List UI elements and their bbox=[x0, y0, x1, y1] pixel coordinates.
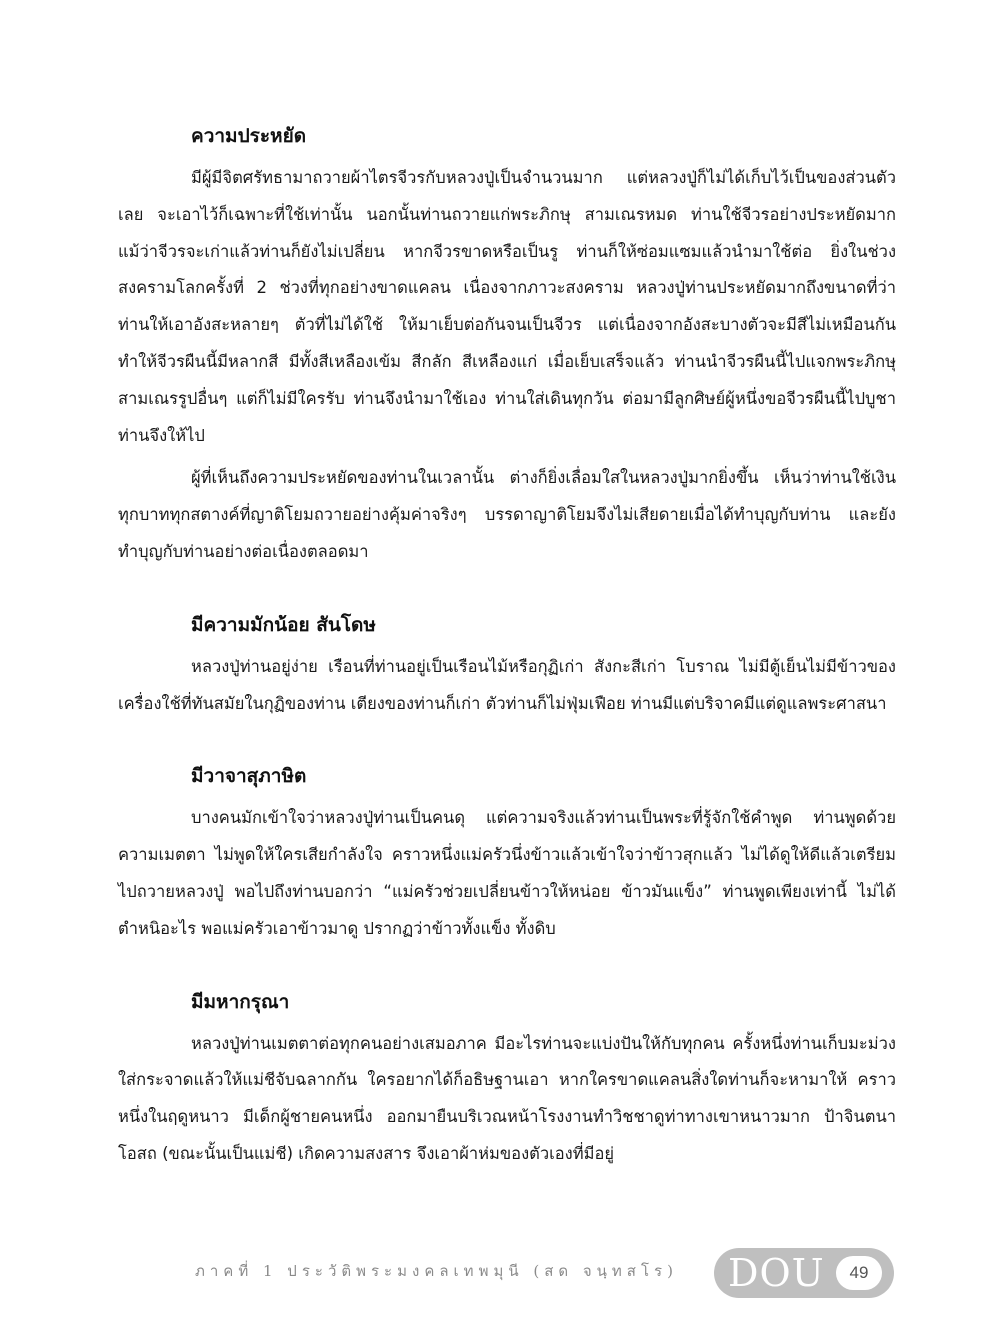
section-title: มีความมักน้อย สันโดษ bbox=[191, 613, 376, 636]
section-good-speech bbox=[118, 758, 896, 947]
section-compassion bbox=[118, 984, 896, 1173]
paragraph: บางคนมักเข้าใจว่าหลวงปู่ท่านเป็นคนดุ แต่ความจริงแล้วท่านเป็นพระที่รู้จักใช้คำพูด ท่านพูดด้วยความเมตตา ไม่พูดให้ใครเสียกำลังใจ คราวหนึ่งแม่ครัวนึ่งข้าวแล้วเข้าใจว่าข้าวสุกแล้ว ไม่ได้ดูให้ดีแล้วเตรียมไปถวายหลวงปู่ พอไปถึงท่านบอกว่า “แม่ครัวช่วยเปลี่ยนข้าวให้หน่อย ข้าวมันแข็ง” ท่านพูดเพียงเท่านี้ ไม่ได้ตำหนิอะไร พอแม่ครัวเอาข้าวมาดู ปรากฏว่าข้าวทั้งแข็ง ทั้งดิบ bbox=[118, 808, 896, 938]
section-contentment bbox=[118, 607, 896, 723]
paragraph: หลวงปู่ท่านอยู่ง่าย เรือนที่ท่านอยู่เป็นเรือนไม้หรือกุฏิเก่า สังกะสีเก่า โบราณ ไม่มีตู้เย็นไม่มีข้าวของเครื่องใช้ที่ทันสมัยในกุฏิของท่าน เตียงของท่านก็เก่า ตัวท่านก็ไม่ฟุ่มเฟือย ท่านมีแต่บริจาคมีแต่ดูแลพระศาสนา bbox=[118, 656, 896, 713]
section-frugality bbox=[118, 118, 896, 571]
footer-caption: ภาคที่ 1 ประวัติพระมงคลเทพมุนี (สด จนฺทสโร) bbox=[195, 1262, 678, 1280]
page-footer bbox=[0, 1248, 1000, 1308]
dou-logo-text: DOU bbox=[728, 1251, 825, 1295]
page-content bbox=[118, 118, 896, 1209]
paragraph: หลวงปู่ท่านเมตตาต่อทุกคนอย่างเสมอภาค มีอะไรท่านจะแบ่งปันให้กับทุกคน ครั้งหนึ่งท่านเก็บมะม่วงใส่กระจาดแล้วให้แม่ชีจับฉลากกัน ใครอยากได้ก็อธิษฐานเอา หากใครขาดแคลนสิ่งใดท่านก็จะหามาให้ คราวหนึ่งในฤดูหนาว มีเด็กผู้ชายคนหนึ่ง ออกมายืนบริเวณหน้าโรงงานทำวิชชาดูท่าทางเขาหนาวมาก ป้าจินตนา โอสถ (ขณะนั้นเป็นแม่ชี) เกิดความสงสาร จึงเอาผ้าห่มของตัวเองที่มีอยู่ bbox=[118, 1033, 896, 1163]
section-title: มีมหากรุณา bbox=[191, 990, 290, 1013]
paragraph: มีผู้มีจิตศรัทธามาถวายผ้าไตรจีวรกับหลวงปู่เป็นจำนวนมาก แต่หลวงปู่ก็ไม่ได้เก็บไว้เป็นของส่วนตัวเลย จะเอาไว้ก็เฉพาะที่ใช้เท่านั้น นอกนั้นท่านถวายแก่พระภิกษุ สามเณรหมด ท่านใช้จีวรอย่างประหยัดมาก แม้ว่าจีวรจะเก่าแล้วท่านก็ยังไม่เปลี่ยน หากจีวรขาดหรือเป็นรู ท่านก็ให้ซ่อมแซมแล้วนำมาใช้ต่อ ยิ่งในช่วงสงครามโลกครั้งที่ 2 ช่วงที่ทุกอย่างขาดแคลน เนื่องจากภาวะสงคราม หลวงปู่ท่านประหยัดมากถึงขนาดที่ว่า ท่านให้เอาอังสะหลายๆ ตัวที่ไม่ได้ใช้ ให้มาเย็บต่อกันจนเป็นจีวร แต่เนื่องจากอังสะบางตัวจะมีสีไม่เหมือนกัน ทำให้จีวรผืนนี้มีหลากสี มีทั้งสีเหลืองเข้ม สีกลัก สีเหลืองแก่ เมื่อเย็บเสร็จแล้ว ท่านนำจีวรผืนนี้ไปแจกพระภิกษุ สามเณรรูปอื่นๆ แต่ก็ไม่มีใครรับ ท่านจึงนำมาใช้เอง ท่านใส่เดินทุกวัน ต่อมามีลูกศิษย์ผู้หนึ่งขอจีวรผืนนี้ไปบูชา ท่านจึงให้ไป bbox=[118, 168, 896, 445]
section-title: ความประหยัด bbox=[191, 125, 307, 147]
section-title: มีวาจาสุภาษิต bbox=[191, 765, 307, 788]
dou-badge bbox=[714, 1248, 894, 1298]
page-number: 49 bbox=[836, 1256, 882, 1290]
paragraph: ผู้ที่เห็นถึงความประหยัดของท่านในเวลานั้น ต่างก็ยิ่งเลื่อมใสในหลวงปู่มากยิ่งขึ้น เห็นว่าท่านใช้เงินทุกบาททุกสตางค์ที่ญาติโยมถวายอย่างคุ้มค่าจริงๆ บรรดาญาติโยมจึงไม่เสียดายเมื่อได้ทำบุญกับท่าน และยังทำบุญกับท่านอย่างต่อเนื่องตลอดมา bbox=[118, 468, 896, 561]
